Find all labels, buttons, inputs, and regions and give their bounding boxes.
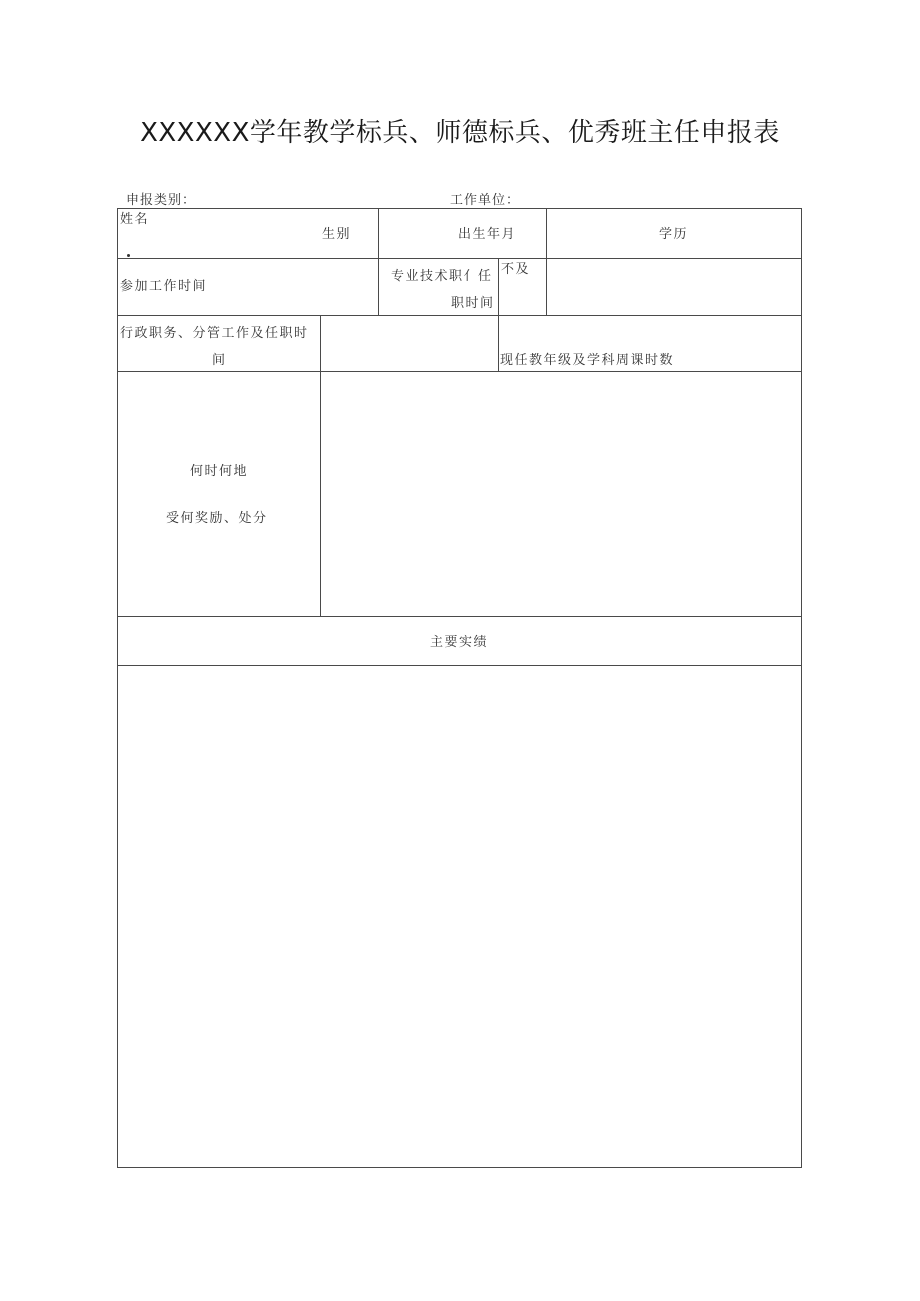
name-label: 姓名	[120, 212, 150, 227]
tech-title-label-line2: 职时间	[451, 296, 495, 311]
admin-position-label-line1: 行政职务、分管工作及任职时	[120, 326, 309, 341]
birth-date-label: 出生年月	[458, 227, 517, 242]
awards-label-line1: 何时何地	[190, 464, 249, 479]
category-label: 申报类别：	[126, 193, 197, 208]
row1-divider-a	[378, 208, 379, 259]
row-divider-1	[117, 258, 802, 259]
row3-divider-a	[320, 315, 321, 372]
tech-title-label-line1: 专业技术职亻任	[391, 269, 493, 284]
achievements-label: 主要实绩	[430, 635, 489, 650]
gender-label: 生别	[322, 227, 352, 242]
row2-divider-b	[498, 258, 499, 316]
table-border-right	[801, 208, 802, 1168]
row-divider-5	[117, 665, 802, 666]
name-dot	[127, 254, 130, 257]
application-form-table	[117, 208, 802, 1168]
row-divider-2	[117, 315, 802, 316]
row-divider-3	[117, 371, 802, 372]
form-title: XXXXXX学年教学标兵、师德标兵、优秀班主任申报表	[140, 118, 780, 148]
education-label: 学历	[659, 227, 689, 242]
awards-label-line2: 受何奖励、处分	[166, 511, 268, 526]
work-unit-label: 工作单位：	[450, 193, 521, 208]
table-border-top	[117, 208, 802, 209]
row1-divider-b	[546, 208, 547, 259]
row-divider-4	[117, 616, 802, 617]
work-start-label: 参加工作时间	[120, 279, 208, 294]
table-border-left	[117, 208, 118, 1168]
row2-divider-a	[378, 258, 379, 316]
admin-position-label-line2: 间	[212, 353, 227, 368]
not-reached-label: 不及	[501, 262, 531, 277]
table-border-bottom	[117, 1167, 802, 1168]
row3-divider-b	[498, 315, 499, 372]
teaching-load-label: 现任教年级及学科周课时数	[500, 353, 675, 368]
row4-divider	[320, 371, 321, 617]
row2-divider-c	[546, 258, 547, 316]
